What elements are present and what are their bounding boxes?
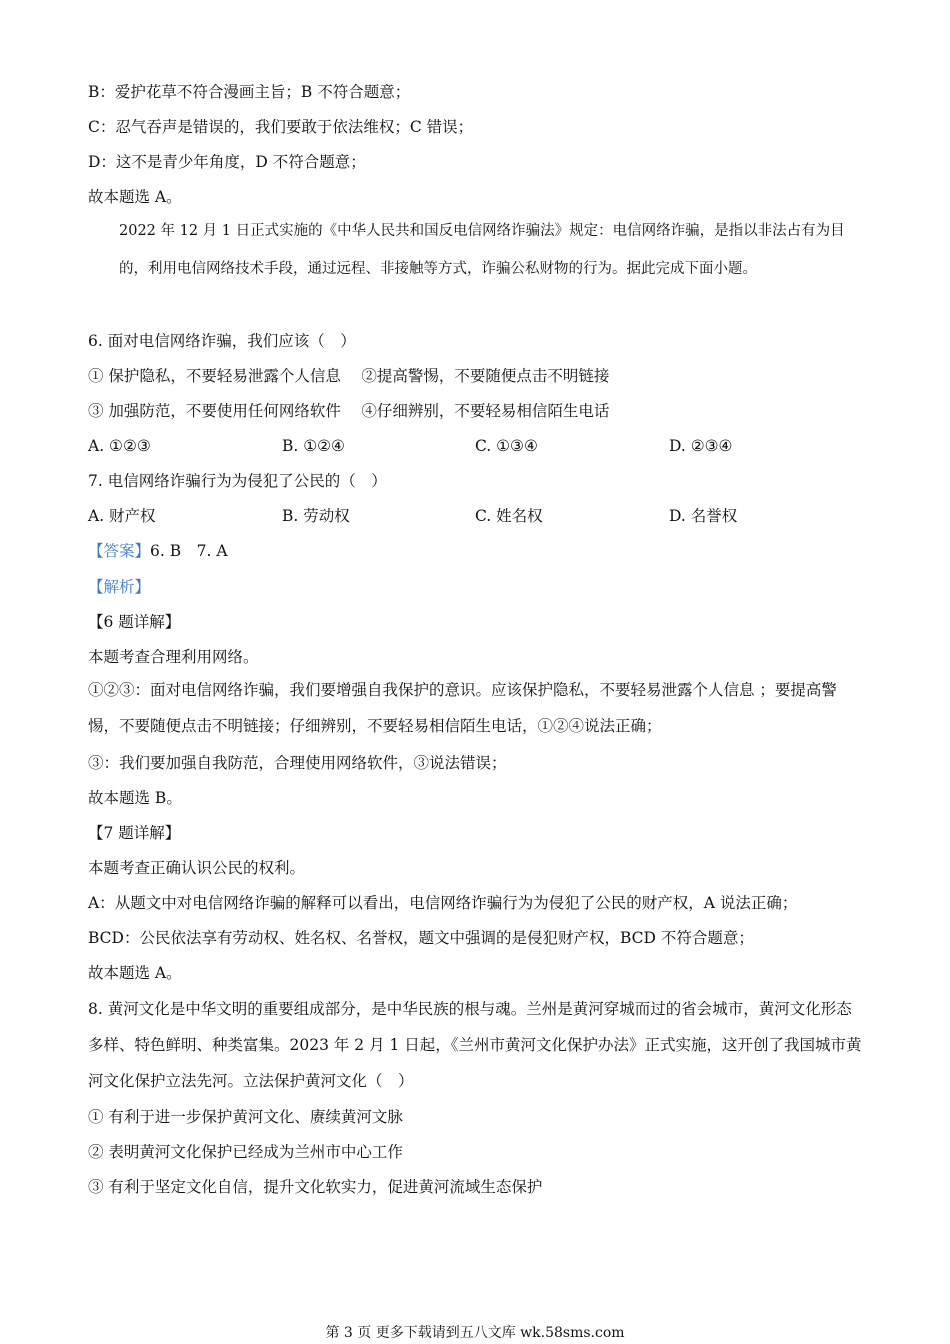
- q8-item1: ① 有利于进一步保护黄河文化、赓续黄河文脉: [88, 1108, 403, 1126]
- conclusion-previous: 故本题选 A。: [88, 188, 182, 206]
- detail7-conclusion: 故本题选 A。: [88, 964, 182, 982]
- q8-item3: ③ 有利于坚定文化自信，提升文化软实力，促进黄河流域生态保护: [88, 1178, 543, 1196]
- explanation-d: D：这不是青少年角度，D 不符合题意；: [88, 153, 366, 171]
- detail6-intro: 本题考查合理利用网络。: [88, 648, 259, 666]
- answer-value: 6. B 7. A: [150, 542, 228, 560]
- q7-option-a: A. 财产权: [88, 507, 156, 525]
- q6-option-c: C. ①③④: [475, 437, 538, 455]
- explanation-c: C：忍气吞声是错误的，我们要敢于依法维权；C 错误；: [88, 118, 474, 136]
- q6-option-a: A. ①②③: [88, 437, 151, 455]
- detail6-body: ①②③：面对电信网络诈骗，我们要增强自我保护的意识。应该保护隐私，不要轻易泄露个人信息 ；要提高警惕，不要随便点击不明链接；仔细辨别，不要轻易相信陌生电话，①②④说法正确；: [88, 681, 837, 735]
- q6-items-row2: ③ 加强防范，不要使用任何网络软件 ④仔细辨别，不要轻易相信陌生电话: [88, 402, 610, 420]
- q6-stem: 6. 面对电信网络诈骗，我们应该（ ）: [88, 332, 356, 350]
- q8-stem: 8. 黄河文化是中华文明的重要组成部分，是中华民族的根与魂。兰州是黄河穿城而过的省会城市，黄河文化形态多样、特色鲜明、种类富集。2023 年 2 月 1 日起，《兰州市黄河文化保护办法》正式实施，这开创了我国城市黄河文化保护立法先河。立法保护黄河文化（ ）: [88, 1000, 862, 1090]
- detail7-a: A：从题文中对电信网络诈骗的解释可以看出，电信网络诈骗行为为侵犯了公民的财产权，A 说法正确；: [88, 894, 798, 912]
- q6-option-b: B. ①②④: [282, 437, 345, 455]
- q7-option-d: D. 名誉权: [669, 507, 738, 525]
- q7-stem: 7. 电信网络诈骗行为为侵犯了公民的（ ）: [88, 472, 387, 490]
- detail7-intro: 本题考查正确认识公民的权利。: [88, 859, 306, 877]
- answer-label: 【答案】: [88, 542, 151, 560]
- detail7-bcd: BCD：公民依法享有劳动权、姓名权、名誉权，题文中强调的是侵犯财产权，BCD 不符合题意；: [88, 929, 754, 947]
- passage: [88, 212, 863, 288]
- passage-text: 2022 年 12 月 1 日正式实施的《中华人民共和国反电信网络诈骗法》规定：电信网络诈骗，是指以非法占有为目的，利用电信网络技术手段，通过远程、非接触等方式，诈骗公私财物的行为。据此完成下面小题。: [119, 223, 845, 277]
- detail6-line3: ③：我们要加强自我防范，合理使用网络软件，③说法错误；: [88, 754, 507, 772]
- q7-option-b: B. 劳动权: [282, 507, 350, 525]
- analysis-label: 【解析】: [88, 578, 151, 596]
- answer-line: [88, 541, 228, 561]
- q6-option-d: D. ②③④: [669, 437, 733, 455]
- detail6-conclusion: 故本题选 B。: [88, 789, 182, 807]
- page-footer: 第 3 页 更多下载请到五八文库 wk.58sms.com: [325, 1325, 625, 1341]
- explanation-b: B：爱护花草不符合漫画主旨；B 不符合题意；: [88, 83, 411, 101]
- detail6-title: 【6 题详解】: [88, 613, 181, 631]
- detail7-title: 【7 题详解】: [88, 824, 181, 842]
- q7-option-c: C. 姓名权: [475, 507, 543, 525]
- q8-item2: ② 表明黄河文化保护已经成为兰州市中心工作: [88, 1143, 403, 1161]
- q6-items-row1: ① 保护隐私，不要轻易泄露个人信息 ②提高警惕，不要随便点击不明链接: [88, 367, 610, 385]
